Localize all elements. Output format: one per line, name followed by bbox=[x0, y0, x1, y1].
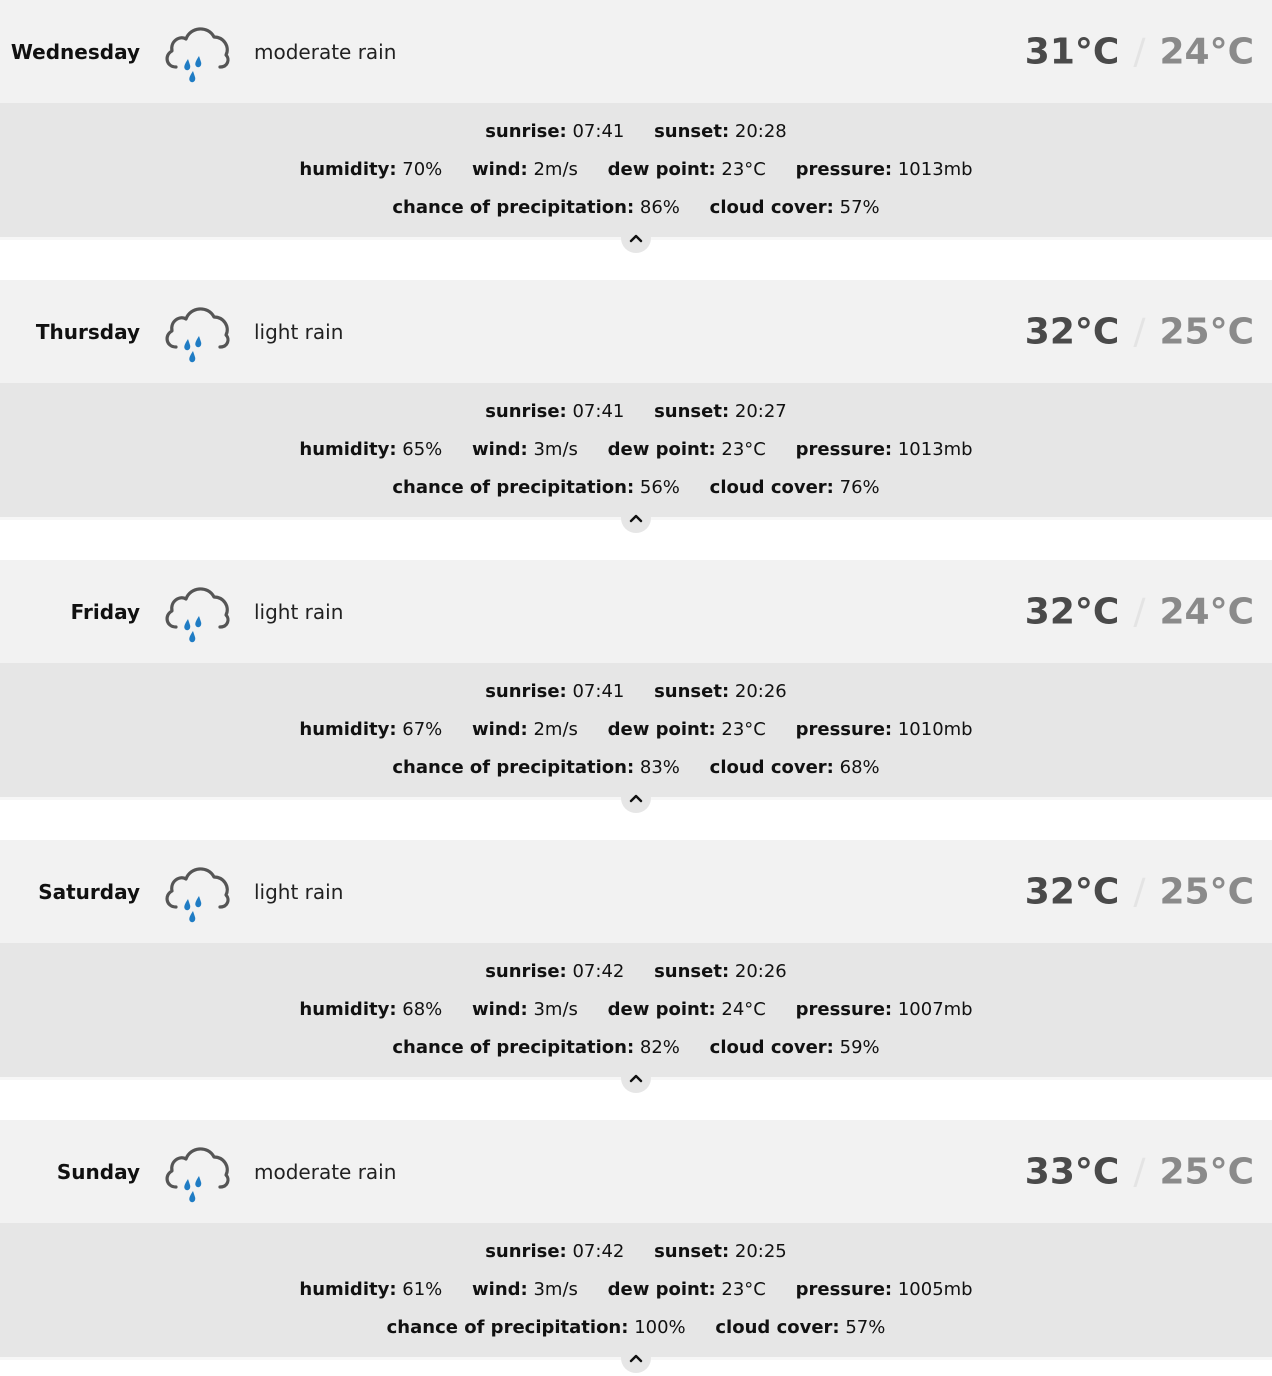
pressure-item bbox=[796, 439, 973, 460]
sunrise-item bbox=[485, 961, 624, 982]
sunrise-value: 07:42 bbox=[572, 1241, 625, 1262]
wind-value: 3m/s bbox=[533, 1279, 578, 1300]
low-temperature: 25°C bbox=[1159, 871, 1254, 912]
humidity-label: humidity: bbox=[299, 439, 397, 460]
wind-value: 2m/s bbox=[533, 159, 578, 180]
humidity-item bbox=[299, 439, 442, 460]
humidity-label: humidity: bbox=[299, 1279, 397, 1300]
conditions-row bbox=[0, 151, 1272, 189]
cloud-cover-item bbox=[715, 1317, 885, 1338]
day-header[interactable] bbox=[0, 840, 1272, 943]
dew-point-label: dew point: bbox=[607, 999, 716, 1020]
cloud-cover-label: cloud cover: bbox=[709, 477, 834, 498]
humidity-value: 61% bbox=[402, 1279, 443, 1300]
day-forecast bbox=[0, 280, 1272, 560]
day-header[interactable] bbox=[0, 560, 1272, 663]
pressure-item bbox=[796, 1279, 973, 1300]
sunset-value: 20:26 bbox=[734, 681, 787, 702]
sunset-value: 20:25 bbox=[734, 1241, 787, 1262]
high-temperature: 31°C bbox=[1024, 31, 1120, 72]
cloud-cover-item bbox=[710, 757, 880, 778]
pressure-value: 1005mb bbox=[897, 1279, 973, 1300]
humidity-label: humidity: bbox=[299, 999, 397, 1020]
sunset-label: sunset: bbox=[654, 1241, 730, 1262]
sunrise-value: 07:41 bbox=[572, 121, 625, 142]
dew-point-item bbox=[608, 439, 766, 460]
low-temperature: 24°C bbox=[1159, 591, 1254, 632]
temperature-separator: / bbox=[1133, 591, 1146, 632]
precipitation-label: chance of precipitation: bbox=[392, 477, 635, 498]
pressure-label: pressure: bbox=[795, 719, 893, 740]
collapse-button[interactable] bbox=[621, 783, 651, 813]
sunset-value: 20:27 bbox=[734, 401, 787, 422]
high-temperature: 32°C bbox=[1024, 591, 1120, 632]
precipitation-label: chance of precipitation: bbox=[392, 757, 635, 778]
sun-row bbox=[0, 103, 1272, 151]
temperature-separator: / bbox=[1133, 311, 1146, 352]
dew-point-label: dew point: bbox=[607, 439, 716, 460]
low-temperature: 24°C bbox=[1159, 31, 1254, 72]
wind-item bbox=[472, 159, 578, 180]
sunrise-item bbox=[485, 121, 624, 142]
dew-point-value: 23°C bbox=[721, 159, 766, 180]
temperature-range bbox=[1025, 591, 1254, 632]
rain-cloud-icon bbox=[162, 299, 232, 365]
temperature-range bbox=[1025, 311, 1254, 352]
dew-point-value: 23°C bbox=[721, 439, 766, 460]
dew-point-value: 23°C bbox=[721, 719, 766, 740]
temperature-range bbox=[1025, 1151, 1254, 1192]
collapse-button[interactable] bbox=[621, 223, 651, 253]
wind-value: 2m/s bbox=[533, 719, 578, 740]
weather-description: moderate rain bbox=[254, 39, 397, 64]
conditions-row bbox=[0, 711, 1272, 749]
precipitation-item bbox=[392, 197, 680, 218]
day-forecast bbox=[0, 1120, 1272, 1376]
conditions-row bbox=[0, 1271, 1272, 1309]
conditions-row bbox=[0, 431, 1272, 469]
rain-cloud-icon bbox=[162, 859, 232, 925]
day-forecast bbox=[0, 0, 1272, 280]
cloud-cover-label: cloud cover: bbox=[715, 1317, 840, 1338]
dew-point-item bbox=[608, 159, 766, 180]
pressure-item bbox=[796, 999, 973, 1020]
precipitation-item bbox=[392, 477, 680, 498]
sunset-item bbox=[654, 121, 787, 142]
sunset-label: sunset: bbox=[654, 681, 730, 702]
sunset-value: 20:26 bbox=[734, 961, 787, 982]
sunset-item bbox=[654, 681, 787, 702]
wind-item bbox=[472, 999, 578, 1020]
weather-description: light rain bbox=[254, 319, 344, 344]
dew-point-label: dew point: bbox=[607, 1279, 716, 1300]
wind-item bbox=[472, 1279, 578, 1300]
collapse-button[interactable] bbox=[621, 1063, 651, 1093]
sun-row bbox=[0, 1223, 1272, 1271]
sunrise-item bbox=[485, 1241, 624, 1262]
wind-item bbox=[472, 439, 578, 460]
day-details bbox=[0, 943, 1272, 1080]
day-name: Friday bbox=[70, 599, 140, 624]
day-header[interactable] bbox=[0, 1120, 1272, 1223]
sunrise-label: sunrise: bbox=[485, 121, 567, 142]
cloud-cover-value: 57% bbox=[845, 1317, 886, 1338]
dew-point-label: dew point: bbox=[607, 159, 716, 180]
pressure-label: pressure: bbox=[795, 159, 893, 180]
wind-item bbox=[472, 719, 578, 740]
chevron-up-icon bbox=[629, 233, 643, 243]
sunset-value: 20:28 bbox=[734, 121, 787, 142]
precip-row bbox=[0, 749, 1272, 787]
day-name: Thursday bbox=[35, 319, 140, 344]
day-forecast bbox=[0, 560, 1272, 840]
pressure-value: 1010mb bbox=[897, 719, 973, 740]
precipitation-label: chance of precipitation: bbox=[392, 197, 635, 218]
humidity-item bbox=[299, 719, 442, 740]
high-temperature: 32°C bbox=[1024, 871, 1120, 912]
precipitation-value: 56% bbox=[639, 477, 680, 498]
humidity-label: humidity: bbox=[299, 159, 397, 180]
pressure-value: 1007mb bbox=[897, 999, 973, 1020]
wind-value: 3m/s bbox=[533, 999, 578, 1020]
humidity-value: 68% bbox=[402, 999, 443, 1020]
pressure-item bbox=[796, 719, 973, 740]
weather-description: moderate rain bbox=[254, 1159, 397, 1184]
sunrise-value: 07:42 bbox=[572, 961, 625, 982]
sunset-item bbox=[654, 401, 787, 422]
dew-point-item bbox=[608, 1279, 766, 1300]
sunrise-value: 07:41 bbox=[572, 681, 625, 702]
precipitation-item bbox=[392, 757, 680, 778]
sun-row bbox=[0, 943, 1272, 991]
pressure-item bbox=[796, 159, 973, 180]
day-header[interactable] bbox=[0, 280, 1272, 383]
sunrise-value: 07:41 bbox=[572, 401, 625, 422]
cloud-cover-item bbox=[710, 1037, 880, 1058]
weather-description: light rain bbox=[254, 599, 344, 624]
dew-point-value: 23°C bbox=[721, 1279, 766, 1300]
day-name: Sunday bbox=[56, 1159, 140, 1184]
rain-cloud-icon bbox=[162, 19, 232, 85]
sunrise-label: sunrise: bbox=[485, 401, 567, 422]
rain-cloud-icon bbox=[162, 579, 232, 645]
sun-row bbox=[0, 383, 1272, 431]
precipitation-label: chance of precipitation: bbox=[392, 1037, 635, 1058]
temperature-range bbox=[1025, 31, 1254, 72]
precipitation-value: 100% bbox=[634, 1317, 686, 1338]
humidity-item bbox=[299, 999, 442, 1020]
precipitation-label: chance of precipitation: bbox=[386, 1317, 629, 1338]
precipitation-item bbox=[392, 1037, 680, 1058]
collapse-button[interactable] bbox=[621, 503, 651, 533]
sunrise-label: sunrise: bbox=[485, 681, 567, 702]
wind-label: wind: bbox=[472, 719, 528, 740]
precip-row bbox=[0, 1029, 1272, 1067]
wind-label: wind: bbox=[472, 439, 528, 460]
sunset-label: sunset: bbox=[654, 121, 730, 142]
humidity-item bbox=[299, 1279, 442, 1300]
temperature-separator: / bbox=[1133, 871, 1146, 912]
sunset-label: sunset: bbox=[654, 401, 730, 422]
day-header[interactable] bbox=[0, 0, 1272, 103]
sunrise-item bbox=[485, 401, 624, 422]
rain-cloud-icon bbox=[162, 1139, 232, 1205]
chevron-up-icon bbox=[629, 1353, 643, 1363]
low-temperature: 25°C bbox=[1159, 311, 1254, 352]
day-details bbox=[0, 383, 1272, 520]
sunset-item bbox=[654, 961, 787, 982]
high-temperature: 33°C bbox=[1024, 1151, 1120, 1192]
conditions-row bbox=[0, 991, 1272, 1029]
cloud-cover-value: 68% bbox=[839, 757, 880, 778]
dew-point-item bbox=[608, 999, 766, 1020]
cloud-cover-label: cloud cover: bbox=[709, 1037, 834, 1058]
day-details bbox=[0, 663, 1272, 800]
wind-label: wind: bbox=[472, 159, 528, 180]
precipitation-item bbox=[387, 1317, 686, 1338]
chevron-up-icon bbox=[629, 513, 643, 523]
humidity-value: 70% bbox=[402, 159, 443, 180]
cloud-cover-item bbox=[710, 477, 880, 498]
humidity-value: 67% bbox=[402, 719, 443, 740]
cloud-cover-value: 59% bbox=[839, 1037, 880, 1058]
pressure-label: pressure: bbox=[795, 439, 893, 460]
sunrise-label: sunrise: bbox=[485, 1241, 567, 1262]
humidity-label: humidity: bbox=[299, 719, 397, 740]
wind-label: wind: bbox=[472, 1279, 528, 1300]
precipitation-value: 82% bbox=[639, 1037, 680, 1058]
day-name: Wednesday bbox=[10, 39, 140, 64]
sunset-label: sunset: bbox=[654, 961, 730, 982]
dew-point-value: 24°C bbox=[721, 999, 766, 1020]
cloud-cover-value: 57% bbox=[839, 197, 880, 218]
precip-row bbox=[0, 469, 1272, 507]
sunrise-item bbox=[485, 681, 624, 702]
cloud-cover-item bbox=[710, 197, 880, 218]
precipitation-value: 86% bbox=[639, 197, 680, 218]
day-forecast bbox=[0, 840, 1272, 1120]
temperature-separator: / bbox=[1133, 31, 1146, 72]
sun-row bbox=[0, 663, 1272, 711]
cloud-cover-label: cloud cover: bbox=[709, 197, 834, 218]
cloud-cover-label: cloud cover: bbox=[709, 757, 834, 778]
precipitation-value: 83% bbox=[639, 757, 680, 778]
temperature-separator: / bbox=[1133, 1151, 1146, 1192]
precip-row bbox=[0, 189, 1272, 227]
collapse-button[interactable] bbox=[621, 1343, 651, 1373]
precip-row bbox=[0, 1309, 1272, 1347]
day-details bbox=[0, 1223, 1272, 1360]
chevron-up-icon bbox=[629, 793, 643, 803]
sunset-item bbox=[654, 1241, 787, 1262]
dew-point-label: dew point: bbox=[607, 719, 716, 740]
low-temperature: 25°C bbox=[1159, 1151, 1254, 1192]
pressure-value: 1013mb bbox=[897, 439, 973, 460]
day-name: Saturday bbox=[38, 879, 140, 904]
dew-point-item bbox=[608, 719, 766, 740]
pressure-value: 1013mb bbox=[897, 159, 973, 180]
day-details bbox=[0, 103, 1272, 240]
humidity-item bbox=[299, 159, 442, 180]
pressure-label: pressure: bbox=[795, 1279, 893, 1300]
temperature-range bbox=[1025, 871, 1254, 912]
wind-label: wind: bbox=[472, 999, 528, 1020]
pressure-label: pressure: bbox=[795, 999, 893, 1020]
weather-description: light rain bbox=[254, 879, 344, 904]
sunrise-label: sunrise: bbox=[485, 961, 567, 982]
chevron-up-icon bbox=[629, 1073, 643, 1083]
humidity-value: 65% bbox=[402, 439, 443, 460]
wind-value: 3m/s bbox=[533, 439, 578, 460]
cloud-cover-value: 76% bbox=[839, 477, 880, 498]
high-temperature: 32°C bbox=[1024, 311, 1120, 352]
